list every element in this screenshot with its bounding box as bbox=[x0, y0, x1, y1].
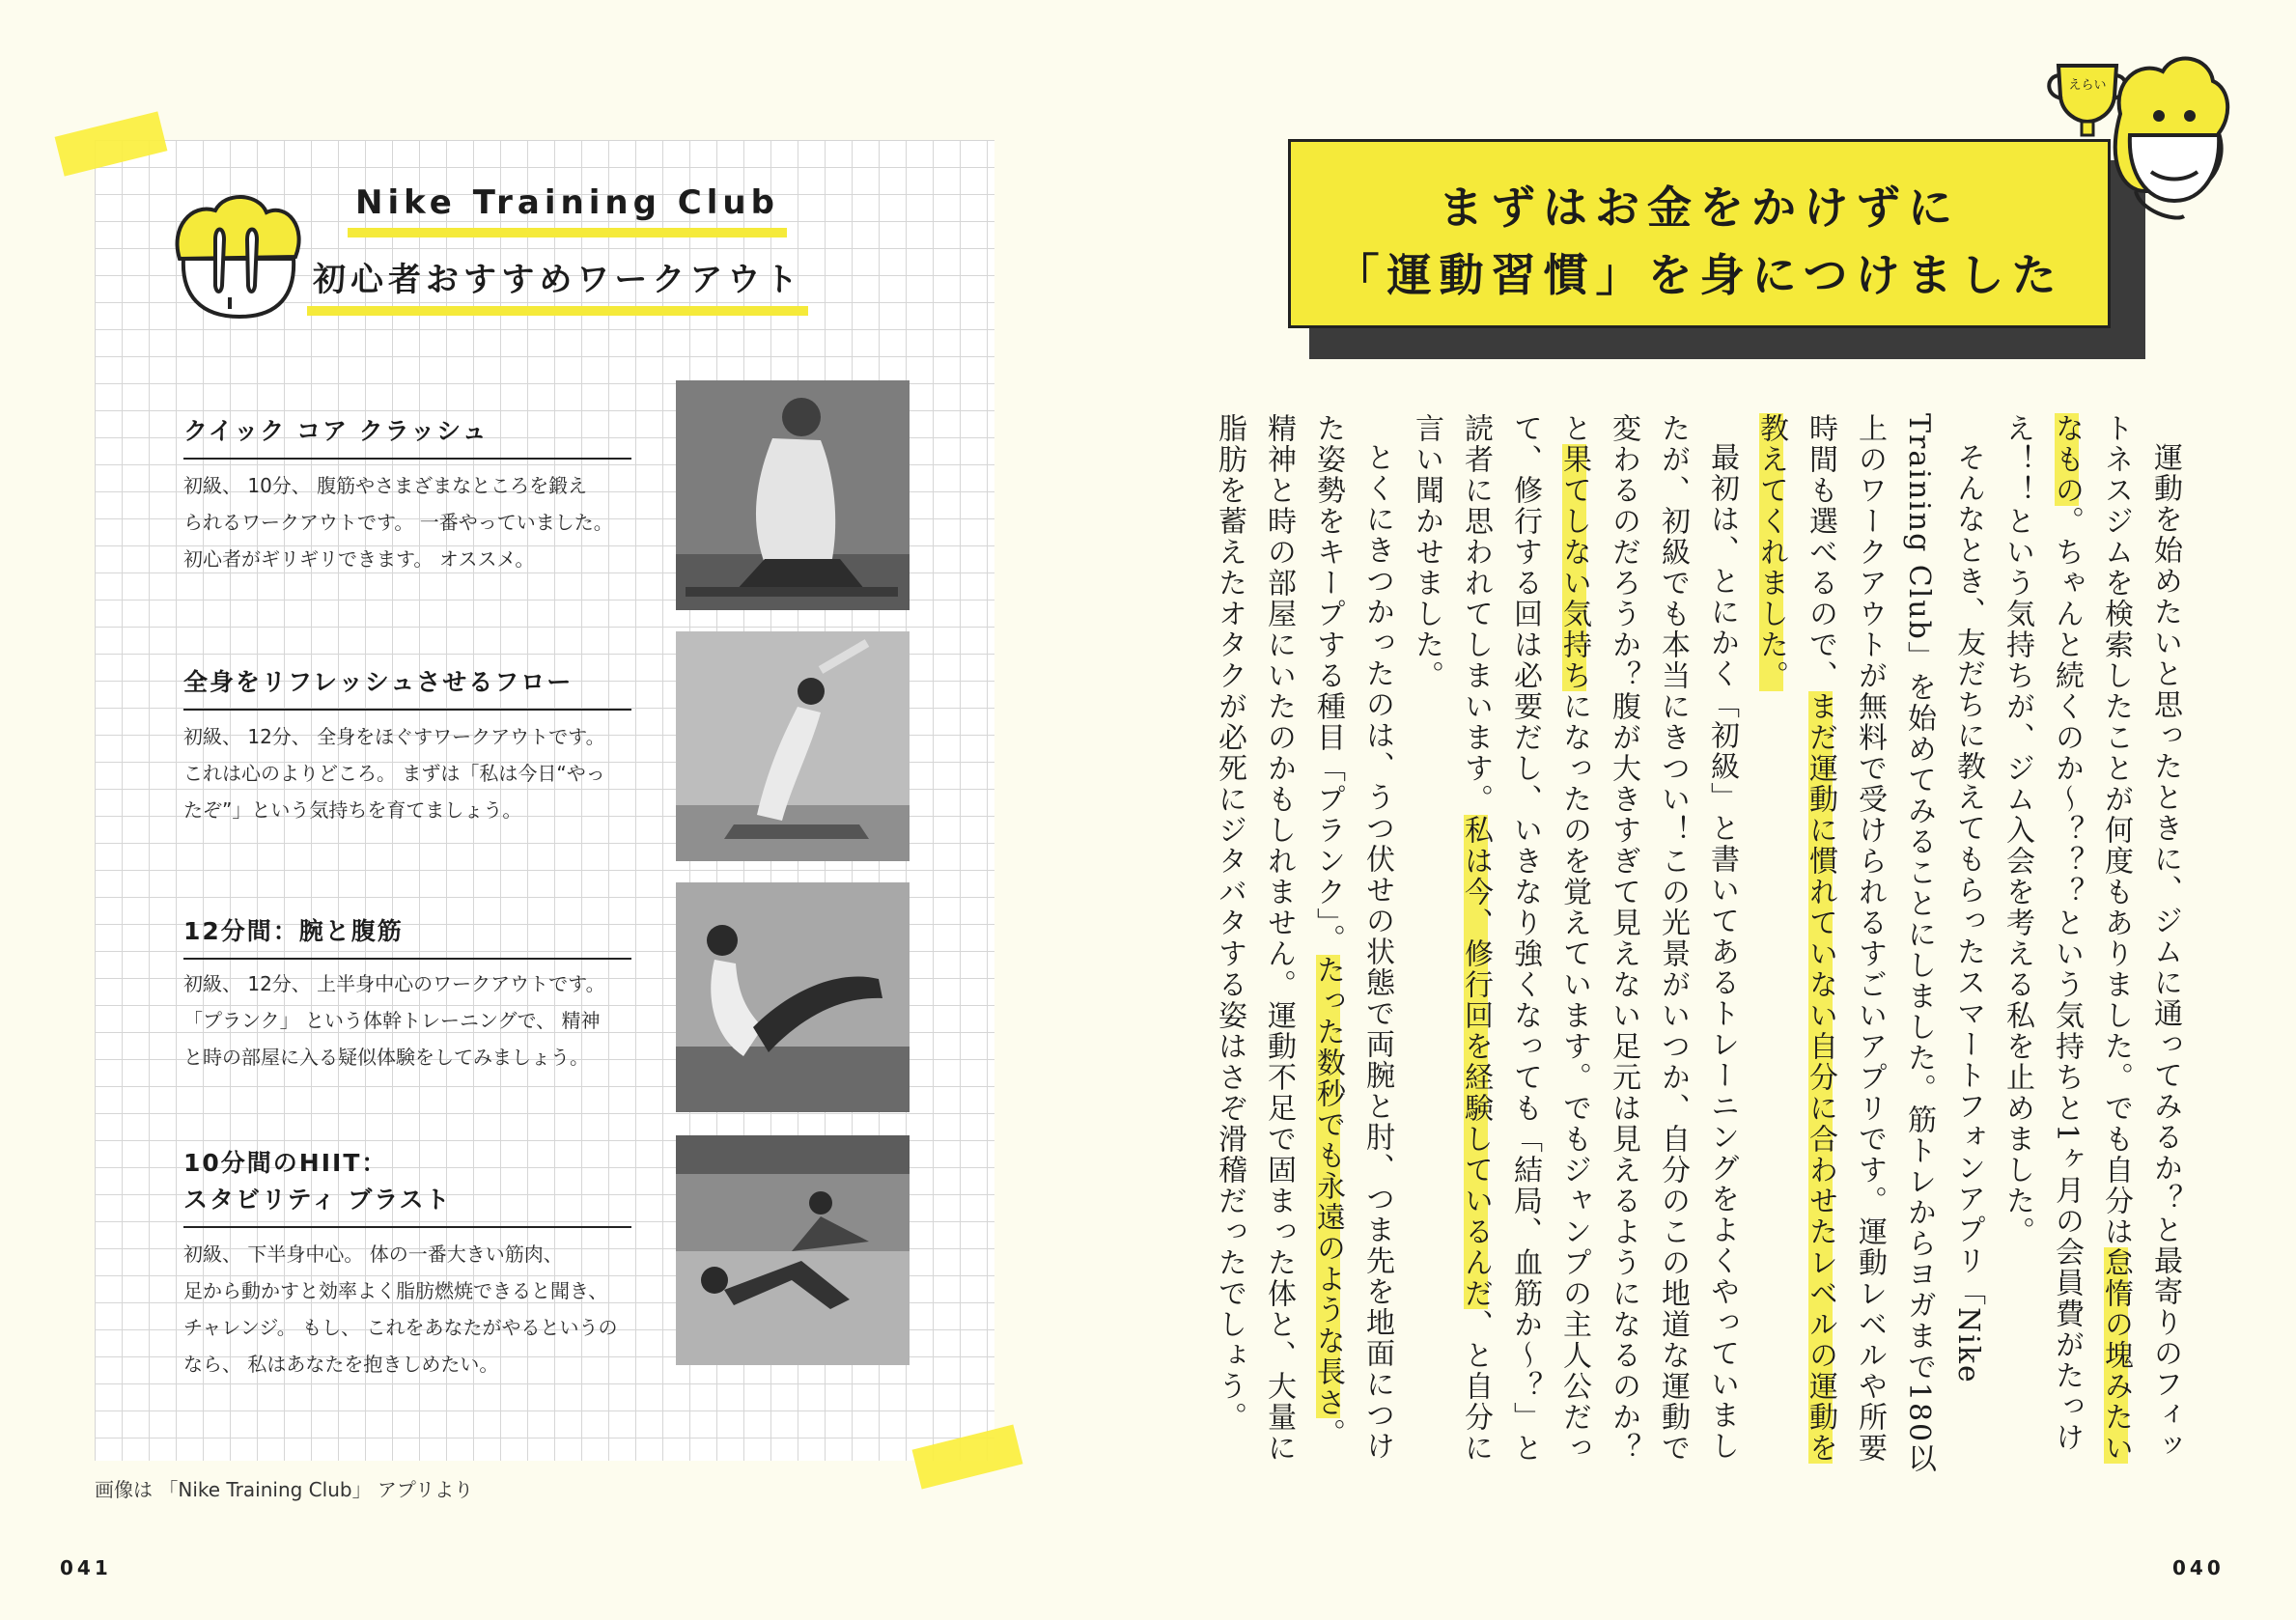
workout-photo bbox=[676, 380, 910, 610]
workout-photo bbox=[676, 1135, 910, 1365]
workout-description: 初級、 12分、 全身をほぐすワークアウトです。 これは心のよりどころ。 まずは「私は今日“やっ たぞ”」という気持ちを育てましょう。 bbox=[183, 725, 605, 822]
body-paragraph bbox=[1205, 413, 1402, 1475]
badge-label: えらい bbox=[2068, 78, 2107, 93]
mascot-icon bbox=[162, 189, 307, 324]
highlighted-text: 果てしない気持ち bbox=[1557, 444, 1591, 691]
workout-description: 初級、 下半身中心。 体の一番大きい筋肉、 足から動かすと効率よく脂肪燃焼できると聞き、 チャレンジ。 もし、 これをあなたがやるというの なら、 私はあなたを抱きしめたい。 bbox=[183, 1243, 618, 1376]
body-text-segment: 最初は、とにかく「初級」と書いてあるトレーニングをよくやっていましたが、初級でも本当にきつい！この光景がいつか、自分のこの地道な運動で変わるのだろうか？腹が大きすぎて見えない足元は見えるようになるのか？と bbox=[1557, 413, 1739, 1464]
body-paragraph bbox=[1747, 413, 1993, 1475]
workout-photo-core bbox=[676, 380, 910, 610]
article-body bbox=[1213, 413, 2190, 1475]
heading-box bbox=[1288, 139, 2111, 328]
workout-description: 初級、 10分、 腹筋やさまざまなところを鍛え られるワークアウトです。 一番やっていました。 初心者がギリギリできます。 オススメ。 bbox=[183, 474, 613, 571]
workout-title: 10分間のHIIT： スタビリティ ブラスト bbox=[183, 1145, 631, 1228]
workout-title: クイック コア クラッシュ bbox=[183, 413, 631, 460]
workout-title: 全身をリフレッシュさせるフロー bbox=[183, 664, 631, 711]
body-text-segment: そんなとき、友だちに教えてもらったスマートフォンアプリ「Nike Training Club」を始めてみることにしました。筋トレからヨガまで180以上のワークアウトが無料で受けられるすごいアプリです。運動レベルや所要時間も選べるので、 bbox=[1804, 413, 1985, 1475]
body-text-segment: 、と自分に言い聞かせました。 bbox=[1410, 413, 1493, 1464]
body-paragraph bbox=[1402, 413, 1747, 1475]
highlighted-text: 私は今、修行回を経験しているんだ bbox=[1459, 815, 1493, 1309]
trophy-mascot-icon bbox=[2039, 46, 2232, 230]
workout-title: 12分間：腕と腹筋 bbox=[183, 913, 631, 960]
workout-description: 初級、 12分、 上半身中心のワークアウトです。 「プランク」 という体幹トレーニングで、 精神 と時の部屋に入る疑似体験をしてみましょう。 bbox=[183, 972, 605, 1069]
workout-photo-arms bbox=[676, 882, 910, 1112]
section-subtitle: 初心者おすすめワークアウト bbox=[307, 253, 808, 316]
body-text-segment: 運動を始めたいと思ったときに、ジムに通ってみるか？と最寄りのフィットネスジムを検索したことが何度もありました。でも自分は bbox=[2099, 413, 2182, 1462]
body-text-segment: になったのを覚えています。でもジャンプの主人公だって、修行する回は必要だし、いきなり強くなっても「結局、血筋か〜？」と読者に思われてしまいます。 bbox=[1459, 413, 1591, 1464]
image-caption: 画像は 「Nike Training Club」 アプリより bbox=[95, 1478, 474, 1501]
highlighted-text: 怠惰の塊みたいなもの bbox=[2050, 413, 2133, 1464]
app-title: Nike Training Club bbox=[348, 183, 787, 237]
workout-photo-flow bbox=[676, 631, 910, 861]
highlighted-text: まだ運動に慣れていない自分に合わせたレベルの運動を教えてくれました。 bbox=[1754, 413, 1837, 1464]
body-text-segment: 。精神と時の部屋にいたのかもしれません。運動不足で固まった体と、大量に脂肪を蓄えたオタクが必死にジタバタする姿はさぞ滑稽だったでしょう。 bbox=[1213, 413, 1345, 1464]
body-text-segment: 。ちゃんと続くのか〜？？？という気持ちと1ヶ月の会員費がたっけえ！！という気持ちが、ジム入会を考える私を止めました。 bbox=[2001, 413, 2084, 1454]
heading-line-1: まずはお金をかけずに bbox=[1439, 182, 1960, 234]
highlighted-text: たった数秒でも永遠のような長さ bbox=[1311, 955, 1345, 1418]
heading-line-2: 「運動習慣」を身につけました bbox=[1334, 249, 2064, 301]
body-paragraph bbox=[1993, 413, 2190, 1475]
page-number-left: 041 bbox=[60, 1556, 112, 1579]
workout-photo-hiit bbox=[676, 1135, 910, 1365]
workout-photo bbox=[676, 631, 910, 861]
page-number-right: 040 bbox=[2172, 1556, 2225, 1579]
body-text-segment: とくにきつかったのは、うつ伏せの状態で両腕と肘、つま先を地面につけた姿勢をキープする種目「プランク」。 bbox=[1311, 413, 1394, 1462]
workout-photo bbox=[676, 882, 910, 1112]
